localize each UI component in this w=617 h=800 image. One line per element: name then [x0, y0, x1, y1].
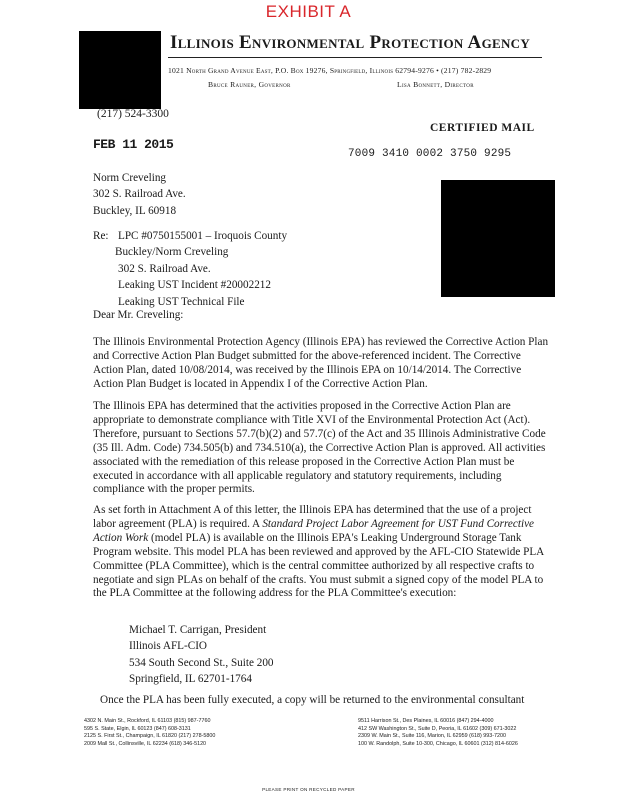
exhibit-label: EXHIBIT A: [265, 2, 352, 21]
recycled-paper-note: PLEASE PRINT ON RECYCLED PAPER: [262, 787, 355, 792]
pla-address-line: Illinois AFL-CIO: [129, 640, 208, 653]
redaction-logo: [79, 31, 161, 109]
footer-office: 412 SW Washington St., Suite D, Peoria, IL 61602 (309) 671-3022: [358, 725, 517, 732]
model-pla-title: Standard Project Labor Agreement for UST Fund Corrective Action Work: [93, 517, 535, 544]
footer-office: 595 S. State, Elgin, IL 60123 (847) 608-3131: [84, 725, 191, 732]
footer-office: 2125 S. First St., Champaign, IL 61820 (217) 278-5800: [84, 733, 216, 740]
paragraph-2: The Illinois EPA has determined that the activities proposed in the Corrective Action Plan are appropriate to demonstrate compliance with Title XVI of the Environmental Protection Act (Act). Therefore, pursuant to Sections 57.7(b)(2) and 57.7(c) of the Act and 35 Illinois Administrative Code (35 Ill. Adm. Code) 734.505(b) and 734.510(a), the Corrective Action Plan is approved. All activities associated with the remediation of this release proposed in the Corrective Action Plan must be executed in accordance with all applicable regulatory and statutory requirements, including compliance with the proper permits.: [93, 400, 546, 496]
footer-offices-right: [358, 718, 518, 748]
paragraph-1: The Illinois Environmental Protection Agency (Illinois EPA) has reviewed the Corrective Action Plan and Corrective Action Plan Budget submitted for the above-referenced incident. The Corrective Action Plan, dated 10/08/2014, was received by the Illinois EPA on 10/14/2014. The Corrective Action Plan Budget is located in Appendix I of the Corrective Action Plan.: [93, 336, 549, 390]
salutation: Dear Mr. Creveling:: [93, 309, 184, 321]
re-line: Buckley/Norm Creveling: [115, 246, 229, 259]
agency-address: 1021 North Grand Avenue East, P.O. Box 19276, Springfield, Illinois 62794-9276 • (217) 782-2829: [168, 66, 492, 75]
director-line: Lisa Bonnett, Director: [397, 80, 474, 89]
pla-address-line: Springfield, IL 62701-1764: [129, 673, 252, 686]
certified-mail-label: CERTIFIED MAIL: [430, 122, 535, 134]
footer-office: 4302 N. Main St., Rockford, IL 61103 (815) 987-7760: [84, 718, 211, 724]
recipient-address: [93, 170, 186, 219]
recipient-line: Buckley, IL 60918: [93, 204, 177, 217]
pla-committee-address: [129, 622, 274, 688]
redaction-block: [441, 180, 555, 297]
re-line: Leaking UST Technical File: [118, 295, 245, 308]
footer-office: 2309 W. Main St., Suite 116, Marion, IL 62959 (618) 993-7200: [358, 733, 507, 740]
re-block: [115, 228, 288, 310]
footer-office: 100 W. Randolph, Suite 10-300, Chicago, IL 60601 (312) 814-6026: [358, 740, 518, 747]
footer-office: 2009 Mall St., Collinsville, IL 62234 (618) 346-5120: [84, 740, 207, 747]
governor-line: Bruce Rauner, Governor: [208, 80, 291, 89]
re-line: LPC #0750155001 – Iroquois County: [118, 230, 288, 242]
agency-name: Illinois Environmental Protection Agency: [170, 32, 531, 53]
recipient-line: Norm Creveling: [93, 172, 167, 184]
re-line: Leaking UST Incident #20002212: [118, 279, 271, 292]
paragraph-3: [93, 504, 553, 601]
date-stamp: FEB 11 2015: [93, 137, 174, 152]
phone-number: (217) 524-3300: [97, 108, 169, 120]
pla-address-line: 534 South Second St., Suite 200: [129, 656, 274, 669]
recipient-line: 302 S. Railroad Ave.: [93, 188, 186, 201]
footer-offices-left: [84, 718, 215, 748]
paragraph-4: Once the PLA has been fully executed, a copy will be returned to the environmental consultant: [100, 694, 525, 706]
pla-address-line: Michael T. Carrigan, President: [129, 624, 267, 636]
p3-text-a: As set forth in Attachment A of this letter, the Illinois EPA has determined that the use of a project labor agreement (PLA) is required. A: [93, 504, 532, 530]
re-line: 302 S. Railroad Ave.: [118, 262, 211, 275]
header-rule: [168, 57, 542, 58]
tracking-number: 7009 3410 0002 3750 9295: [348, 148, 512, 160]
re-label: Re:: [93, 230, 109, 242]
p3-text-b: (model PLA) is available on the Illinois EPA's Leaking Underground Storage Tank Program website. This model PLA has been reviewed and approved by the AFL-CIO Statewide PLA Committee (PLA Committee), which is the central committee authorized by all respective crafts to negotiate and sign PLAs on behalf of the crafts. You must submit a signed copy of the model PLA to the PLA Committee at the following address for the PLA Committee's execution:: [93, 531, 544, 600]
footer-office: 9511 Harrison St., Des Plaines, IL 60016 (847) 294-4000: [358, 718, 494, 724]
